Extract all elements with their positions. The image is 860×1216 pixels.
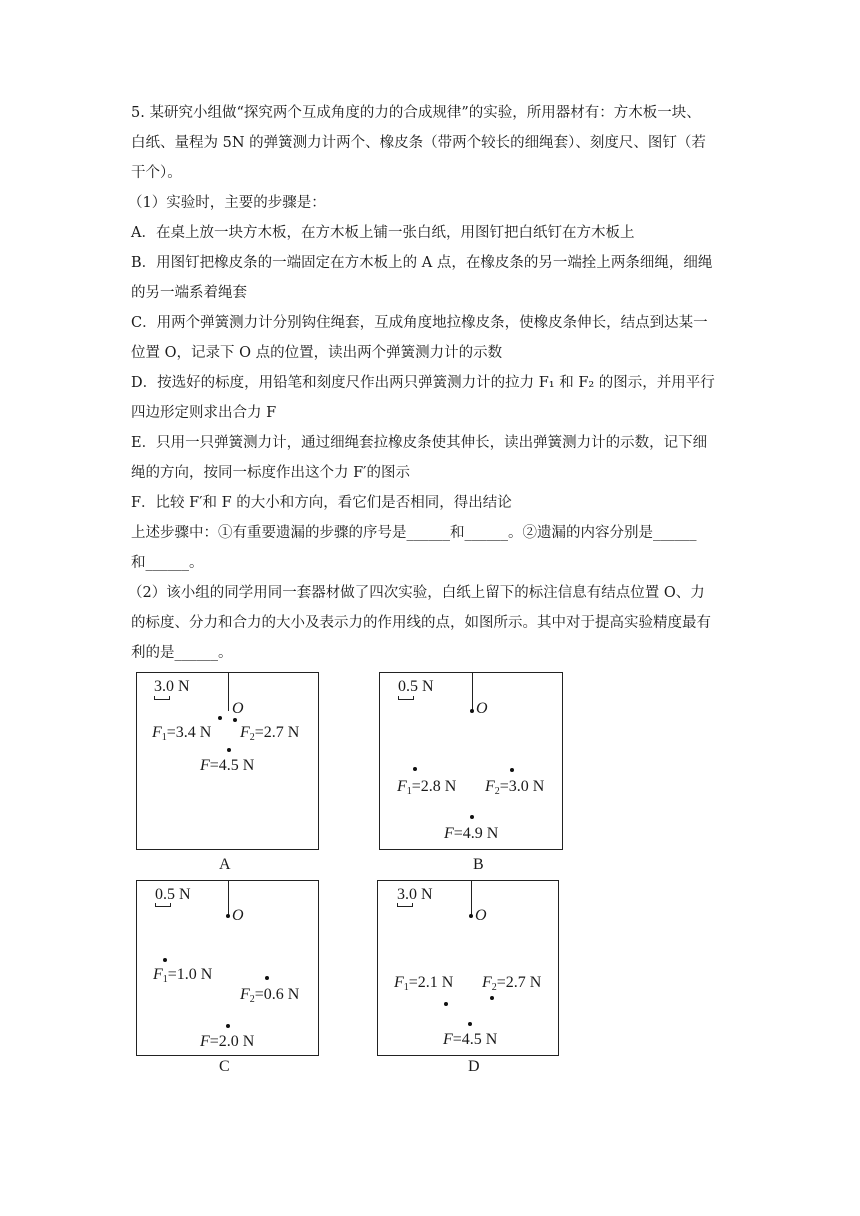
figure-a-f-label: F=4.5 N (200, 757, 255, 774)
question-line: B．用图钉把橡皮条的一端固定在方木板上的 A 点，在橡皮条的另一端拴上两条细绳，细绳 (131, 255, 713, 271)
figure-c-o-point (226, 914, 230, 918)
question-line: 位置 O，记录下 O 点的位置，读出两个弹簧测力计的示数 (131, 345, 503, 361)
question-line: 绳的方向，按同一标度作出这个力 F′的图示 (131, 465, 410, 481)
figure-a-f1-label: $F_1=3.4$ N (152, 724, 212, 743)
figure-c-f2-point (265, 976, 269, 980)
figure-a-scale-label: 3.0 N (154, 678, 190, 695)
figure-a-rubber-band (228, 673, 229, 711)
figure-b-rubber-band (472, 673, 473, 711)
figure-d-scale-label: 3.0 N (397, 886, 433, 903)
figure-b-caption: B (473, 856, 484, 873)
figure-d-f-label: F=4.5 N (443, 1031, 498, 1048)
question-line: 白纸、量程为 5N 的弹簧测力计两个、橡皮条（带两个较长的细绳套）、刻度尺、图钉（若 (131, 135, 706, 151)
figure-b-f1-label: $F_1=2.8$ N (397, 778, 457, 797)
figure-a-f-point (227, 748, 231, 752)
question-line: 干个）。 (131, 165, 182, 181)
figure-c-f2-label: $F_2=0.6$ N (240, 986, 300, 1005)
question-line: F．比较 F′和 F 的大小和方向，看它们是否相同，得出结论 (131, 495, 512, 511)
question-line: C．用两个弹簧测力计分别钩住绳套，互成角度地拉橡皮条，使橡皮条伸长，结点到达某一 (131, 315, 708, 331)
figure-b-o-label: O (476, 700, 488, 717)
question-line: 利的是______。 (131, 645, 233, 661)
figure-c-o-label: O (232, 907, 244, 924)
question-line: E．只用一只弹簧测力计，通过细绳套拉橡皮条使其伸长，读出弹簧测力计的示数，记下细 (131, 435, 708, 451)
figure-c-caption: C (219, 1058, 230, 1075)
figure-d-o-label: O (475, 907, 487, 924)
figure-a-f1-point (218, 716, 222, 720)
figure-c-f1-point (163, 958, 167, 962)
figure-b-f2-point (510, 768, 514, 772)
figure-b-scale-label: 0.5 N (398, 678, 434, 695)
question-line: 和______。 (131, 555, 204, 571)
figure-c-f1-label: $F_1=1.0$ N (153, 966, 213, 985)
figure-d-f1-point (444, 1002, 448, 1006)
figure-a-f2-label: $F_2=2.7$ N (240, 724, 300, 743)
figure-c-f-label: F=2.0 N (200, 1033, 255, 1050)
figure-d-o-point (469, 914, 473, 918)
figure-a-scale-bar (154, 696, 170, 700)
figure-d-f-point (468, 1022, 472, 1026)
figure-a-f2-point (233, 718, 237, 722)
figure-c-rubber-band (228, 881, 229, 917)
figure-a-caption: A (219, 856, 231, 873)
figure-d-f2-label: $F_2=2.7$ N (482, 974, 542, 993)
figure-d-f2-point (490, 996, 494, 1000)
figure-b-f2-label: $F_2=3.0$ N (485, 778, 545, 797)
question-line: 的标度、分力和合力的大小及表示力的作用线的点，如图所示。其中对于提高实验精度最有 (131, 615, 711, 631)
question-line: 四边形定则求出合力 F (131, 405, 277, 421)
figure-c-scale-bar (155, 903, 171, 907)
figure-b-scale-bar (398, 696, 414, 700)
question-line: D．按选好的标度，用铅笔和刻度尺作出两只弹簧测力计的拉力 F₁ 和 F₂ 的图示，并用平行 (131, 375, 715, 391)
question-line: 的另一端系着绳套 (131, 285, 247, 301)
figure-b-f1-point (413, 767, 417, 771)
figure-d-scale-bar (397, 903, 413, 907)
question-line: 上述步骤中：①有重要遗漏的步骤的序号是______和______。②遗漏的内容分别是______ (131, 525, 697, 541)
figure-c-f-point (226, 1024, 230, 1028)
question-line: （2）该小组的同学用同一套器材做了四次实验，白纸上留下的标注信息有结点位置 O、力 (128, 585, 705, 601)
figure-a-o-label: O (232, 700, 244, 717)
figure-c-scale-label: 0.5 N (155, 886, 191, 903)
question-line: 5. 某研究小组做“探究两个互成角度的力的合成规律”的实验，所用器材有：方木板一块、 (131, 105, 701, 121)
question-line: A．在桌上放一块方木板，在方木板上铺一张白纸，用图钉把白纸钉在方木板上 (131, 225, 635, 241)
question-line: （1）实验时，主要的步骤是： (128, 195, 326, 211)
figure-b-f-point (470, 815, 474, 819)
figure-d-caption: D (468, 1058, 480, 1075)
figure-d-f1-label: $F_1=2.1$ N (394, 974, 454, 993)
figure-b-f-label: F=4.9 N (444, 825, 499, 842)
figure-d-rubber-band (471, 881, 472, 917)
figure-b-o-point (470, 709, 474, 713)
